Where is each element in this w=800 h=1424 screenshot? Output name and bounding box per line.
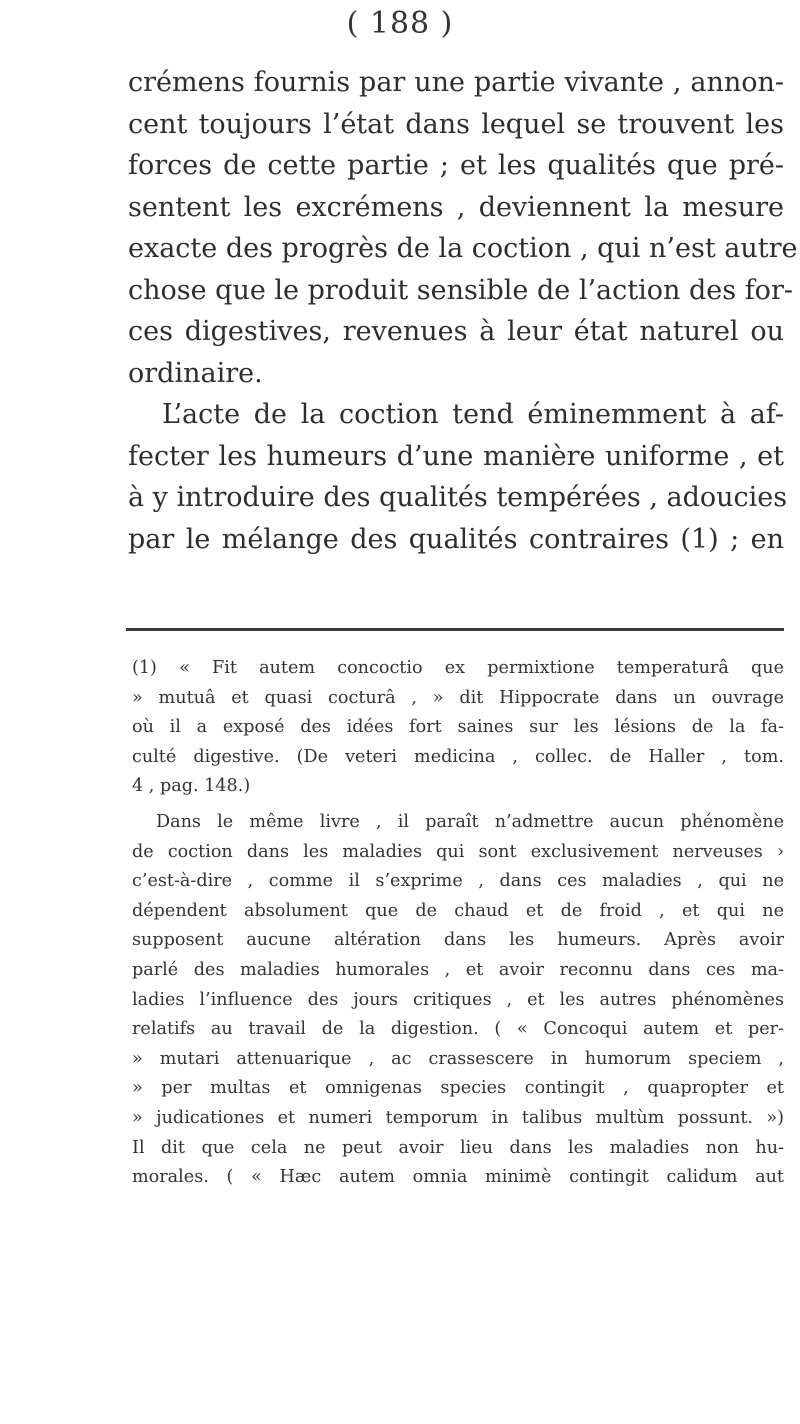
body-line: par le mélange des qualités contraires (1) ; en — [128, 523, 784, 555]
footnote-line: parlé des maladies humorales , et avoir reconnu dans ces ma- — [132, 959, 784, 980]
page-number: ( 188 ) — [346, 6, 454, 41]
footnote-line: » per multas et omnigenas species contingit , quapropter et — [132, 1078, 784, 1099]
body-line: forces de cette partie ; et les qualités que pré- — [128, 150, 784, 181]
footnote-line: culté digestive. (De veteri medicina , collec. de Haller , tom. — [132, 746, 784, 767]
body-line: exacte des progrès de la coction , qui n’est autre — [128, 233, 798, 264]
body-line: L’acte de la coction tend éminemment à af- — [162, 399, 784, 430]
body-line: ordinaire. — [128, 357, 263, 389]
footnote-line: Dans le même livre , il paraît n’admettre aucun phénomène — [156, 811, 784, 832]
footnote-line: c’est-à-dire , comme il s’exprime , dans ces maladies , qui ne — [132, 871, 784, 892]
body-line: sentent les excrémens , deviennent la mesure — [128, 191, 784, 223]
footnote-line: de coction dans les maladies qui sont exclusivement nerveuses › — [132, 841, 784, 862]
body-line: à y introduire des qualités tempérées , adoucies — [128, 482, 788, 513]
body-line: chose que le produit sensible de l’action des for- — [128, 274, 793, 306]
footnote-block — [132, 654, 784, 1193]
footnote-line: » mutari attenuarique , ac crassescere in humorum speciem , — [132, 1048, 784, 1069]
footnote-line: » mutuâ et quasi cocturâ , » dit Hippocrate dans un ouvrage — [132, 687, 784, 708]
main-text-block — [128, 62, 798, 560]
footnote-line: Il dit que cela ne peut avoir lieu dans les maladies non hu- — [132, 1137, 784, 1158]
body-line: ces digestives, revenues à leur état naturel ou — [128, 316, 784, 347]
footnote-line: (1) « Fit autem concoctio ex permixtione temperaturâ que — [132, 658, 784, 678]
body-line: fecter les humeurs d’une manière uniforme , et — [128, 440, 784, 472]
body-line: cent toujours l’état dans lequel se trouvent les — [128, 108, 784, 140]
body-line: crémens fournis par une partie vivante , annon- — [128, 67, 784, 98]
footnote-line: ladies l’influence des jours critiques , et les autres phénomènes — [132, 989, 784, 1010]
footnote-line: où il a exposé des idées fort saines sur les lésions de la fa- — [132, 717, 784, 738]
footnote-line: relatifs au travail de la digestion. ( « Concoqui autem et per- — [132, 1019, 784, 1040]
footnote-divider — [126, 628, 784, 631]
footnote-line: dépendent absolument que de chaud et de froid , et qui ne — [132, 900, 784, 921]
footnote-line: morales. ( « Hæc autem omnia minimè contingit calidum aut — [132, 1167, 784, 1188]
footnote-line: supposent aucune altération dans les humeurs. Après avoir — [132, 930, 784, 951]
footnote-line: » judicationes et numeri temporum in talibus multùm possunt. ») — [132, 1107, 784, 1128]
footnote-line: 4 , pag. 148.) — [132, 776, 251, 797]
